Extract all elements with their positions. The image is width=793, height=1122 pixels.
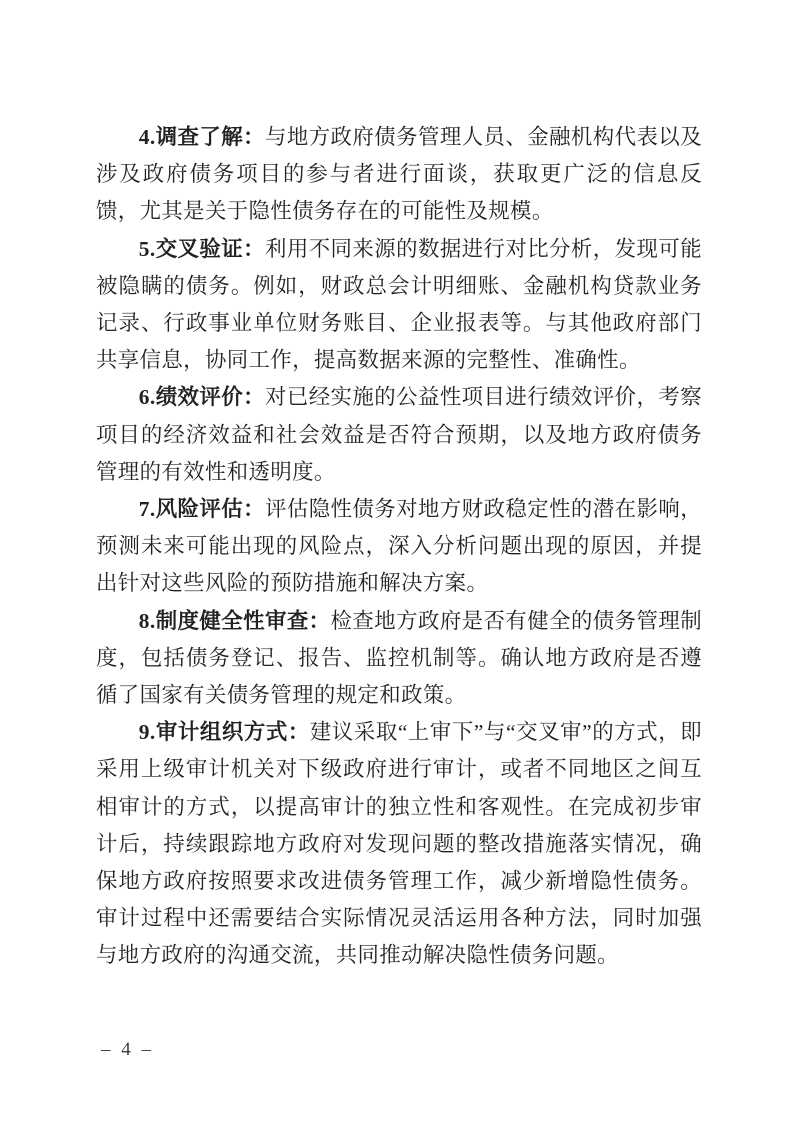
paragraph-heading: 5.交叉验证： (138, 236, 265, 261)
paragraph-text: 与地方政府债务管理人员、金融机构代表以及涉及政府债务项目的参与者进行面谈，获取更广泛的信息反馈，尤其是关于隐性债务存在的可能性及规模。 (96, 125, 702, 224)
paragraph-item-4 (96, 119, 702, 231)
paragraph-text: 评估隐性债务对地方财政稳定性的潜在影响，预测未来可能出现的风险点，深入分析问题出现的原因，并提出针对这些风险的预防措施和解决方案。 (96, 497, 702, 596)
paragraph-heading: 4.调查了解： (138, 125, 265, 149)
document-body (96, 119, 702, 975)
paragraph-text: 利用不同来源的数据进行对比分析，发现可能被隐瞒的债务。例如，财政总会计明细账、金融机构贷款业务记录、行政事业单位财务账目、企业报表等。与其他政府部门共享信息，协同工作，提高数据来源的完整性、准确性。 (96, 236, 702, 373)
paragraph-heading: 8.制度健全性审查： (138, 608, 331, 633)
paragraph-heading: 9.审计组织方式： (138, 720, 310, 745)
paragraph-item-8 (96, 603, 702, 715)
paragraph-item-6 (96, 379, 702, 491)
paragraph-heading: 6.绩效评价： (138, 385, 265, 410)
paragraph-item-5 (96, 231, 702, 380)
paragraph-text: 检查地方政府是否有健全的债务管理制度，包括债务登记、报告、监控机制等。确认地方政府是否遵循了国家有关债务管理的规定和政策。 (96, 608, 702, 708)
paragraph-text: 建议采取“上审下”与“交叉审”的方式，即采用上级审计机关对下级政府进行审计，或者不同地区之间互相审计的方式，以提高审计的独立性和客观性。在完成初步审计后，持续跟踪地方政府对发现问题的整改措施落实情况，确保地方政府按照要求改进债务管理工作，减少新增隐性债务。审计过程中还需要结合实际情况灵活运用各种方法，同时加强与地方政府的沟通交流，共同推动解决隐性债务问题。 (96, 720, 702, 968)
paragraph-item-7 (96, 491, 702, 603)
page-number: – 4 – (101, 1039, 154, 1060)
paragraph-item-9 (96, 714, 702, 974)
paragraph-text: 对已经实施的公益性项目进行绩效评价，考察项目的经济效益和社会效益是否符合预期，以及地方政府债务管理的有效性和透明度。 (96, 385, 702, 484)
paragraph-heading: 7.风险评估： (138, 497, 265, 522)
